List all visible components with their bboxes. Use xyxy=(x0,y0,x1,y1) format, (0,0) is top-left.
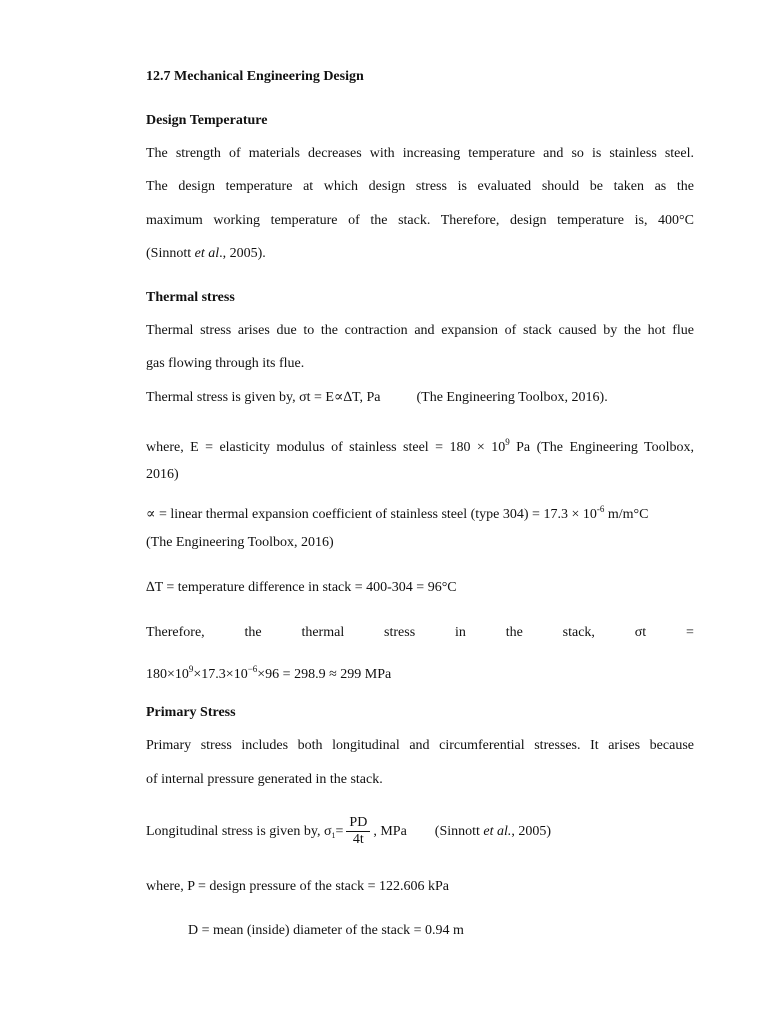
paragraph-line: Primary stress includes both longitudinal and circumferential stresses. It arises because xyxy=(146,738,694,753)
superscript: 9 xyxy=(188,664,194,674)
formula-unit: , MPa xyxy=(373,824,407,839)
section-title: 12.7 Mechanical Engineering Design xyxy=(146,69,364,84)
definition-line xyxy=(146,500,648,524)
word: Therefore, xyxy=(146,625,205,640)
word: stress xyxy=(384,625,416,640)
formula-text: Thermal stress is given by, σt = E∝∆T, Pa xyxy=(146,390,381,405)
heading-thermal-stress: Thermal stress xyxy=(146,290,235,305)
result-line xyxy=(146,660,391,684)
paragraph-line: maximum working temperature of the stack. Therefore, design temperature is, 400°C xyxy=(146,213,694,228)
citation-text: (Sinnott xyxy=(146,246,195,261)
paragraph-line: The strength of materials decreases with increasing temperature and so is stainless steel. xyxy=(146,146,694,161)
paragraph-line: gas flowing through its flue. xyxy=(146,356,305,371)
word: = xyxy=(686,625,694,640)
definition-line: where, P = design pressure of the stack = 122.606 kPa xyxy=(146,879,449,894)
longitudinal-formula-line xyxy=(146,814,551,854)
fraction xyxy=(346,815,370,848)
word: the xyxy=(244,625,262,640)
result-text: ×17.3×10 xyxy=(193,667,248,682)
citation-text: (Sinnott xyxy=(434,824,484,839)
heading-primary-stress: Primary Stress xyxy=(146,705,236,720)
formula-line xyxy=(146,389,608,407)
therefore-line xyxy=(146,624,694,642)
paragraph-line: 2016) xyxy=(146,467,179,482)
paragraph-line: of internal pressure generated in the stack. xyxy=(146,772,383,787)
superscript: 9 xyxy=(505,437,510,447)
definition-text: ∝ = linear thermal expansion coefficient of stainless steel (type 304) = 17.3 × 10 xyxy=(146,507,597,522)
fraction-denominator: 4t xyxy=(352,832,364,848)
word: σt xyxy=(634,625,647,640)
subscript: 1 xyxy=(331,831,336,840)
superscript: −6 xyxy=(247,664,258,674)
result-text: 180×10 xyxy=(146,667,189,682)
citation-text: ., 2005). xyxy=(219,246,266,261)
citation-italic: et al. xyxy=(483,824,512,839)
definition-text: Pa (The Engineering Toolbox, xyxy=(509,440,695,455)
paragraph-line: The design temperature at which design stress is evaluated should be taken as the xyxy=(146,179,694,194)
definition-line xyxy=(146,433,694,457)
heading-design-temperature: Design Temperature xyxy=(146,113,268,128)
citation-text: , 2005) xyxy=(511,824,552,839)
word: the xyxy=(505,625,523,640)
paragraph-line: Thermal stress arises due to the contraction and expansion of stack caused by the hot flue xyxy=(146,323,694,338)
definition-line: D = mean (inside) diameter of the stack = 0.94 m xyxy=(188,923,464,938)
equals-sign: = xyxy=(335,824,344,839)
formula-text: Longitudinal stress is given by, σ xyxy=(146,824,332,839)
paragraph-line: (The Engineering Toolbox, 2016) xyxy=(146,535,334,550)
word: stack, xyxy=(562,625,595,640)
fraction-numerator: PD xyxy=(346,815,370,832)
word: thermal xyxy=(301,625,345,640)
definition-text: m/m°C xyxy=(604,507,649,522)
citation-italic: et al xyxy=(194,246,220,261)
word: in xyxy=(455,625,466,640)
delta-t-line: ∆T = temperature difference in stack = 400-304 = 96°C xyxy=(146,580,457,595)
result-text: ×96 = 298.9 ≈ 299 MPa xyxy=(257,667,392,682)
formula-citation: (The Engineering Toolbox, 2016). xyxy=(416,390,608,405)
citation-line xyxy=(146,245,266,263)
superscript: -6 xyxy=(596,504,605,514)
definition-text: where, E = elasticity modulus of stainless steel = 180 × 10 xyxy=(146,440,506,455)
